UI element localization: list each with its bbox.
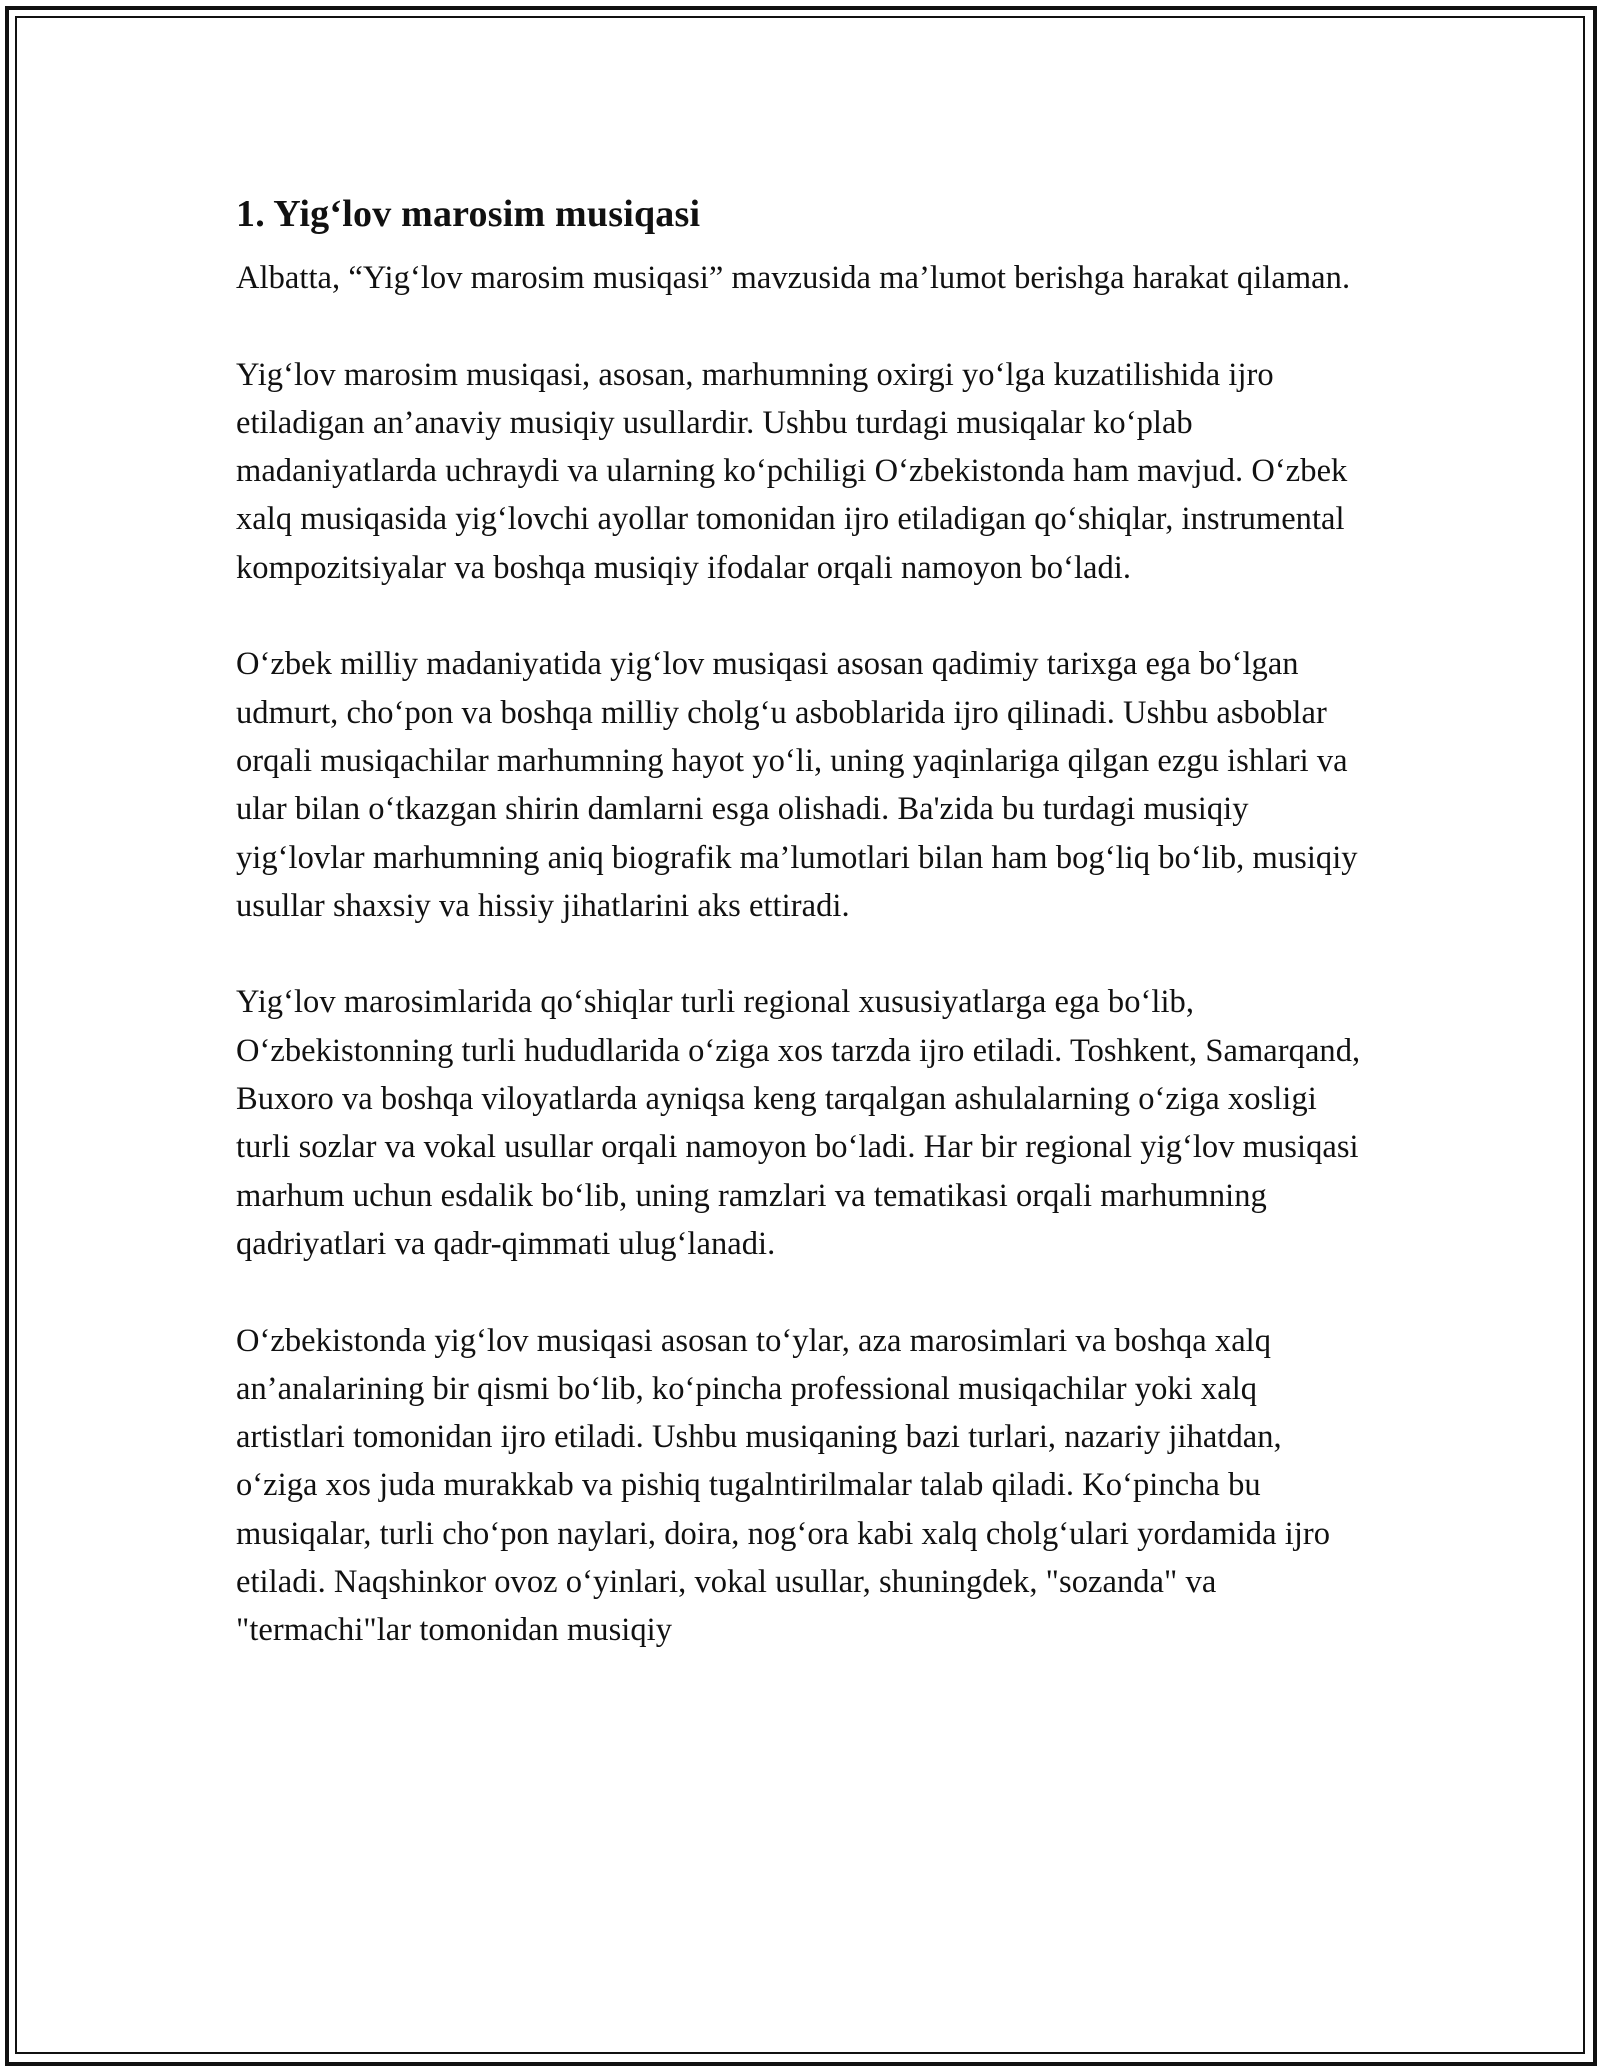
document-body [236, 186, 1366, 1655]
section-heading: 1. Yig‘lov marosim musiqasi [236, 193, 701, 235]
paragraph-occasions: O‘zbekistonda yig‘lov musiqasi asosan to‘ylar, aza marosimlari va boshqa xalq an’analarining bir qismi bo‘lib, ko‘pincha professional musiqachilar yoki xalq artistlari tomonidan ijro etiladi. Ushbu musiqaning bazi turlari, nazariy jihatdan, o‘ziga xos juda murakkab va pishiq tugalntirilmalar talab qiladi. Ko‘pincha bu musiqalar, turli cho‘pon naylari, doira, nog‘ora kabi xalq cholg‘ulari yordamida ijro etiladi. Naqshinkor ovoz o‘yinlari, vokal usullar, shuningdek, "sozanda" va "termachi"lar tomonidan musiqiy [236, 1322, 1331, 1649]
paragraph-intro: Albatta, “Yig‘lov marosim musiqasi” mavzusida ma’lumot berishga harakat qilaman. [236, 260, 1351, 296]
paragraph-instruments: O‘zbek milliy madaniyatida yig‘lov musiqasi asosan qadimiy tarixga ega bo‘lgan udmurt, cho‘pon va boshqa milliy cholg‘u asboblarida ijro qilinadi. Ushbu asboblar orqali musiqachilar marhumning hayot yo‘li, uning yaqinlariga qilgan ezgu ishlari va ular bilan o‘tkazgan shirin damlarni esga olishadi. Ba'zida bu turdagi musiqiy yig‘lovlar marhumning aniq biografik ma’lumotlari bilan ham bog‘liq bo‘lib, musiqiy usullar shaxsiy va hissiy jihatlarini aks ettiradi. [236, 646, 1358, 924]
paragraph-definition: Yig‘lov marosim musiqasi, asosan, marhumning oxirgi yo‘lga kuzatilishida ijro etiladigan an’anaviy musiqiy usullardir. Ushbu turdagi musiqalar ko‘plab madaniyatlarda uchraydi va ularning ko‘pchiligi O‘zbekistonda ham mavjud. O‘zbek xalq musiqasida yig‘lovchi ayollar tomonidan ijro etiladigan qo‘shiqlar, instrumental kompozitsiyalar va boshqa musiqiy ifodalar orqali namoyon bo‘ladi. [236, 356, 1348, 586]
paragraph-regional: Yig‘lov marosimlarida qo‘shiqlar turli regional xususiyatlarga ega bo‘lib, O‘zbekistonning turli hududlarida o‘ziga xos tarzda ijro etiladi. Toshkent, Samarqand, Buxoro va boshqa viloyatlarda ayniqsa keng tarqalgan ashulalarning o‘ziga xosligi turli sozlar va vokal usullar orqali namoyon bo‘ladi. Har bir regional yig‘lov musiqasi marhum uchun esdalik bo‘lib, uning ramzlari va tematikasi orqali marhumning qadriyatlari va qadr-qimmati ulug‘lanadi. [236, 984, 1361, 1262]
